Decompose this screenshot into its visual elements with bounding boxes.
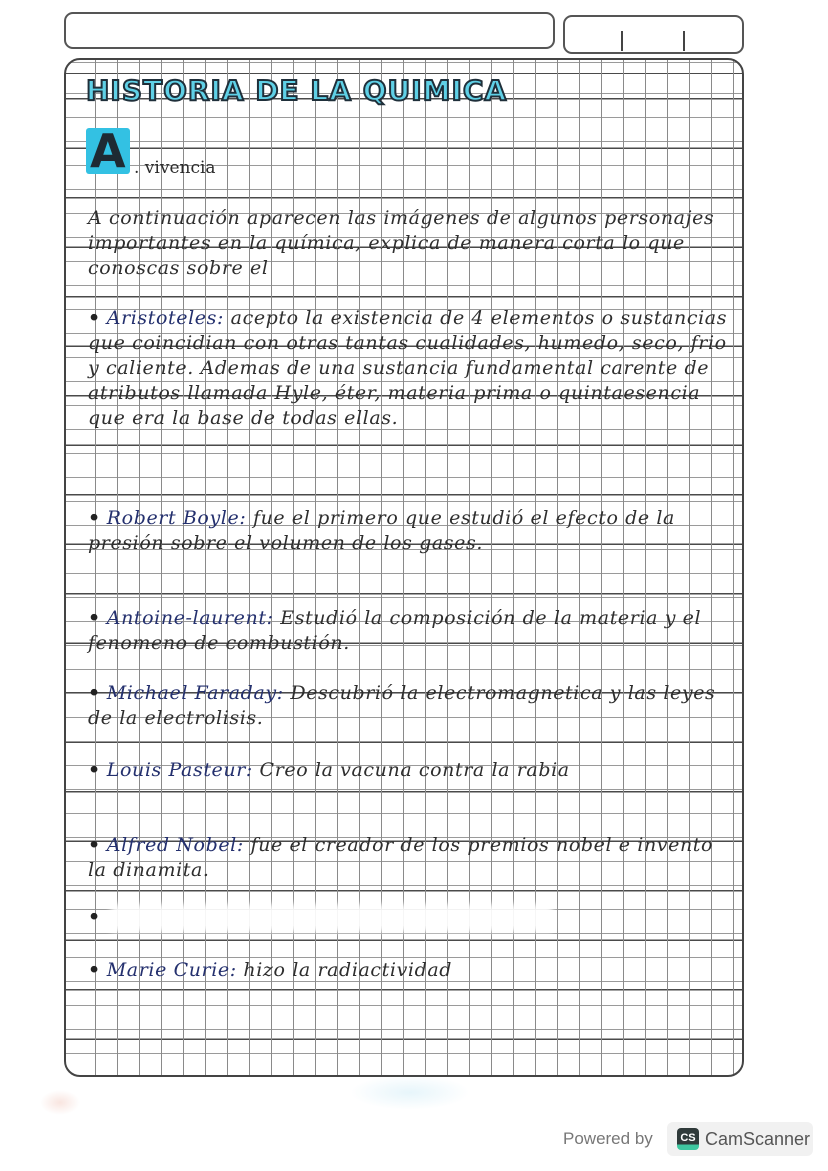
date-divider (683, 31, 685, 51)
camscanner-badge (667, 1122, 813, 1156)
entry-faraday (88, 681, 728, 731)
bullet: • (88, 507, 101, 529)
entry-lavoisier (88, 606, 728, 656)
entry-name: Michael Faraday: (106, 682, 284, 704)
scan-smudge (40, 1090, 80, 1115)
date-divider (621, 31, 623, 51)
section-label: . vivencia (134, 158, 216, 178)
entry-name: Robert Boyle: (106, 507, 247, 529)
entry-erased (88, 905, 728, 930)
entry-nobel (88, 833, 728, 883)
entry-curie (88, 958, 728, 983)
entry-aristoteles (88, 306, 728, 431)
entry-name: Antoine-laurent: (106, 607, 274, 629)
bullet: • (88, 607, 101, 629)
powered-by-label: Powered by (563, 1129, 653, 1148)
entry-name: Alfred Nobel: (106, 834, 244, 856)
page-title: HISTORIA DE LA QUIMICA (86, 74, 508, 107)
entry-name: Aristoteles: (106, 307, 225, 329)
entry-text: Descubrió la electromagnetica y las leyes de la electrolisis. (88, 682, 716, 729)
entry-name: Marie Curie: (106, 959, 237, 981)
entry-boyle (88, 506, 728, 556)
entry-text: fue el creador de los premios nobel e invento la dinamita. (88, 834, 714, 881)
entry-pasteur (88, 758, 728, 783)
bullet: • (88, 682, 101, 704)
scan-smudge (350, 1075, 470, 1110)
notebook-page (64, 58, 744, 1077)
bullet: • (88, 759, 101, 781)
entry-text: fue el primero que estudió el efecto de la presión sobre el volumen de los gases. (88, 507, 675, 554)
bullet: • (88, 307, 101, 329)
bullet: • (88, 834, 101, 856)
header-name-box (64, 12, 555, 49)
intro-paragraph (88, 206, 728, 281)
entry-text: Estudió la composición de la materia y el fenomeno de combustión. (88, 607, 702, 654)
section-letter: A (86, 128, 130, 174)
entry-name: Louis Pasteur: (106, 759, 253, 781)
bullet: • (88, 959, 101, 981)
header-date-box (563, 15, 744, 54)
camscanner-brand: CamScanner (705, 1128, 811, 1149)
entry-text: Creo la vacuna contra la rabia (252, 759, 570, 781)
entry-text: acepto la existencia de 4 elementos o sustancias que coincidian con otras tantas cualidades, humedo, seco, frio y caliente. Ademas de una sustancia fundamental carente de atributos llamada Hyle, éter, materia prima o quintaesencia que era la base de todas ellas. (88, 307, 728, 429)
erased-text (117, 910, 547, 926)
camscanner-logo-icon: CS (677, 1128, 699, 1150)
bullet: • (88, 906, 101, 928)
intro-text: A continuación aparecen las imágenes de algunos personajes importantes en la química, explica de manera corta lo que conoscas sobre el (88, 207, 715, 279)
entry-text: hizo la radiactividad (236, 959, 453, 981)
